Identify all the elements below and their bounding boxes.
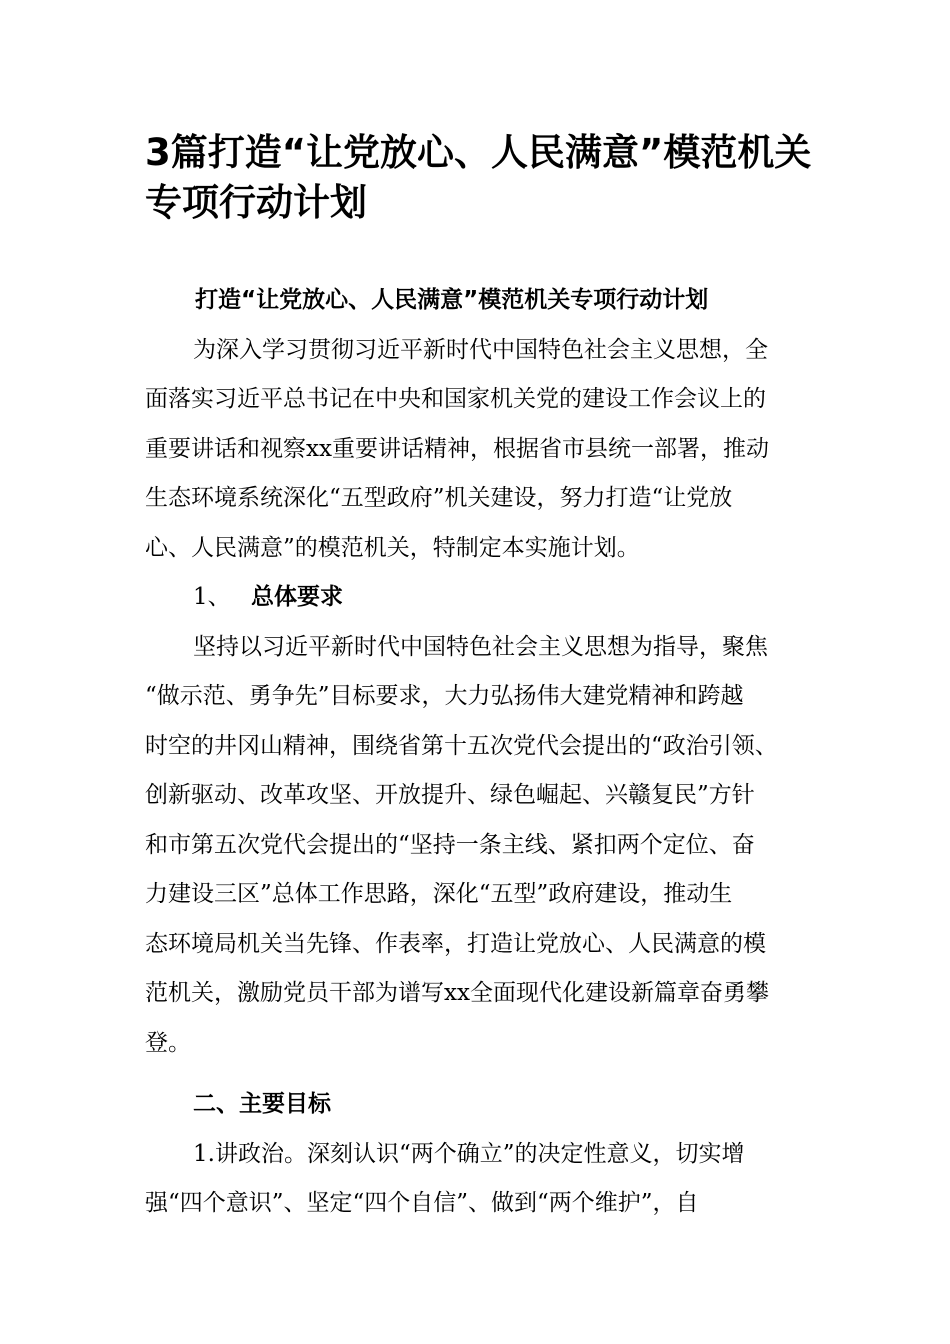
paragraph-line: 范机关，激励党员干部为谱写xx全面现代化建设新篇章奋勇攀 — [145, 980, 769, 1006]
document-body — [145, 276, 825, 1229]
paragraph-line: 面落实习近平总书记在中央和国家机关党的建设工作会议上的 — [145, 386, 766, 412]
paragraph-line: 为深入学习贯彻习近平新时代中国特色社会主义思想，全 — [193, 336, 768, 363]
paragraph-line: 坚持以习近平新时代中国特色社会主义思想为指导，聚焦 — [193, 633, 768, 660]
paragraph-line: 强“四个意识”、坚定“四个自信”、做到“两个维护”，自 — [145, 1190, 699, 1216]
paragraph-line: 和市第五次党代会提出的“坚持一条主线、紧扣两个定位、奋 — [145, 831, 755, 858]
title-line-2: 专项行动计划 — [145, 181, 367, 224]
paragraph-line: 心、人民满意”的模范机关，特制定本实施计划。 — [145, 534, 640, 561]
paragraph-line: 1.讲政治。深刻认识“两个确立”的决定性意义，切实增 — [193, 1140, 745, 1167]
paragraph-line: 创新驱动、改革攻坚、开放提升、绿色崛起、兴赣复民”方针 — [145, 782, 755, 808]
paragraph-line: 力建设三区”总体工作思路，深化“五型”政府建设，推动生 — [145, 881, 733, 907]
paragraph-line: 态环境局机关当先锋、作表率，打造让党放心、人民满意的模 — [145, 930, 766, 957]
section-heading-2: 二、主要目标 — [193, 1091, 331, 1117]
section-heading-text: 总体要求 — [251, 584, 343, 610]
title-line-1: 3篇打造“让党放心、人民满意”模范机关 — [145, 131, 812, 174]
paragraph-line: “做示范、勇争先”目标要求，大力弘扬伟大建党精神和跨越 — [145, 683, 744, 709]
document-title — [145, 128, 825, 228]
section-heading-1 — [145, 573, 825, 623]
paragraph-line: 登。 — [145, 1029, 191, 1056]
paragraph-line: 时空的井冈山精神，围绕省第十五次党代会提出的“政治引领、 — [145, 732, 778, 759]
section-number: 1、 — [193, 584, 231, 610]
section-subtitle: 打造“让党放心、人民满意”模范机关专项行动计划 — [195, 287, 709, 313]
paragraph-line: 生态环境系统深化“五型政府”机关建设，努力打造“让党放 — [145, 485, 733, 511]
paragraph-line: 重要讲话和视察xx重要讲话精神，根据省市县统一部署，推动 — [145, 435, 769, 462]
